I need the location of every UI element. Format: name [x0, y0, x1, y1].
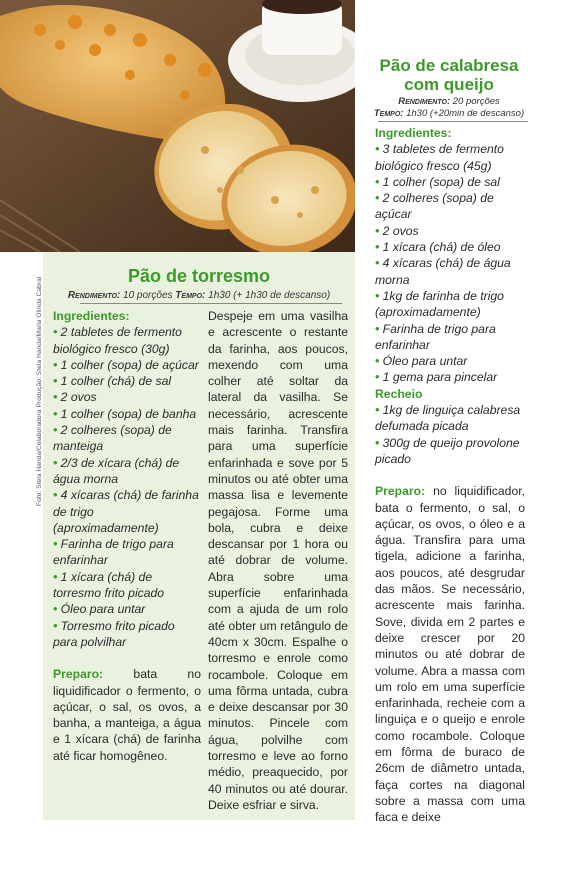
- list-item: • 1kg de farinha de trigo (aproximadamente): [375, 288, 504, 320]
- list-item: • 1 colher (chá) de sal: [53, 374, 172, 389]
- list-item: • 1 colher (sopa) de banha: [53, 406, 197, 421]
- list-item: • Óleo para untar: [53, 602, 146, 617]
- list-item: • 1kg de linguiça calabresa defumada picada: [375, 403, 521, 434]
- prep-left-a: Preparo: bata no liquidificador o fermento, o açúcar, o sal, os ovos, a banha, a manteiga, a água e 1 xícara (chá) de farinha até ficar homogêneo.: [53, 667, 201, 763]
- ingredients-left: [53, 308, 201, 764]
- divider: [80, 303, 342, 304]
- list-item: • 2 ovos: [53, 390, 97, 405]
- list-item: • 300g de queijo provolone picado: [375, 435, 520, 466]
- list-item: • 2 ovos: [375, 223, 419, 238]
- list-item: • 1 gema para pincelar: [375, 370, 498, 385]
- list-item: • 1 colher (sopa) de açúcar: [53, 357, 199, 372]
- ingredient-list: [375, 141, 525, 385]
- recipe-body-right: [375, 125, 525, 825]
- list-item: • 2 colheres (sopa) de açúcar: [375, 191, 494, 222]
- list-item: • 4 xícaras (chá) de farinha de trigo (aproximadamente): [53, 488, 199, 535]
- recipe-title-right: Pão de calabresa com queijo: [379, 56, 519, 94]
- ingredients-heading: Ingredientes:: [375, 126, 452, 140]
- bread-photo: [0, 0, 355, 252]
- list-item: • Farinha de trigo para enfarinhar: [53, 537, 174, 568]
- list-item: • 3 tabletes de fermento biológico fresco (45g): [375, 142, 504, 173]
- list-item: • Farinha de trigo para enfarinhar: [375, 321, 496, 352]
- list-item: • Óleo para untar: [375, 354, 468, 369]
- prep-right: Preparo: no liquidificador, bata o fermento, o sal, o açúcar, os ovos, o óleo e a água. Transfira para uma tigela, adicione a farinha, aos poucos, até desgrudar das mãos. Se necessário, acrescente mais farinha. Sove, divida em 2 partes e deixe crescer por 20 minutos ou até dobrar de volume. Abra a massa com um rolo em uma superfície enfarinhada, recheie com a linguiça e o queijo e enrole como rocambole. Coloque em fôrma de buraco de 26cm de diâmetro untada, faça cortes na diagonal sobre a massa com uma faca e deixe: [375, 484, 526, 825]
- list-item: • 1 colher (sopa) de sal: [375, 174, 500, 189]
- photo-credit: Foto: Stela Handa/Colaboradora Produção: Stela Handa/Maria Olinda Cabral: [36, 276, 43, 506]
- filling-heading: Recheio: [375, 386, 423, 401]
- list-item: • 2 tabletes de fermento biológico fresco (30g): [53, 325, 182, 356]
- recipe-title-left: Pão de torresmo: [127, 266, 271, 286]
- list-item: • Torresmo frito picado para polvilhar: [53, 618, 175, 649]
- list-item: • 4 xícaras (chá) de água morna: [375, 256, 511, 287]
- ingredients-heading: Ingredientes:: [53, 309, 130, 323]
- list-item: • 2 colheres (sopa) de manteiga: [53, 423, 172, 454]
- list-item: • 1 xícara (chá) de óleo: [375, 240, 501, 255]
- recipe-meta-right: Rendimento: 20 porções Tempo: 1h30 (+20min de descanso): [373, 96, 525, 119]
- ingredient-list: [53, 324, 201, 650]
- recipe-meta-left: Rendimento: 10 porções Tempo: 1h30 (+ 1h30 de descanso): [67, 290, 331, 301]
- list-item: • 2/3 de xícara (chá) de água morna: [53, 455, 180, 486]
- list-item: • 1 xícara (chá) de torresmo frito picado: [53, 569, 165, 601]
- filling-list: [375, 402, 525, 467]
- divider: [378, 121, 528, 122]
- prep-left-b: Despeje em uma vasilha e acrescente o restante da farinha, aos poucos, mexendo com uma colher até soltar da lateral da vasilha. Se necessário, acrescente mais farinha. Transfira para uma superfície enfarinhada e sove por 5 minutos ou até obter uma massa lisa e levemente pegajosa. Forme uma bola, cubra e deixe descansar por 1 hora ou até dobrar de volume. Abra sobre uma superfície enfarinhada com a ajuda de um rolo até obter um retângulo de 40cm x 30cm. Espalhe o torresmo e enrole como rocambole. Coloque em uma fôrma untada, cubra e deixe descansar por 30 minutos. Pincele com água, polvilhe com torresmo e leve ao forno médio, preaquecido, por 40 minutos ou até dourar. Deixe esfriar e sirva.: [208, 309, 348, 812]
